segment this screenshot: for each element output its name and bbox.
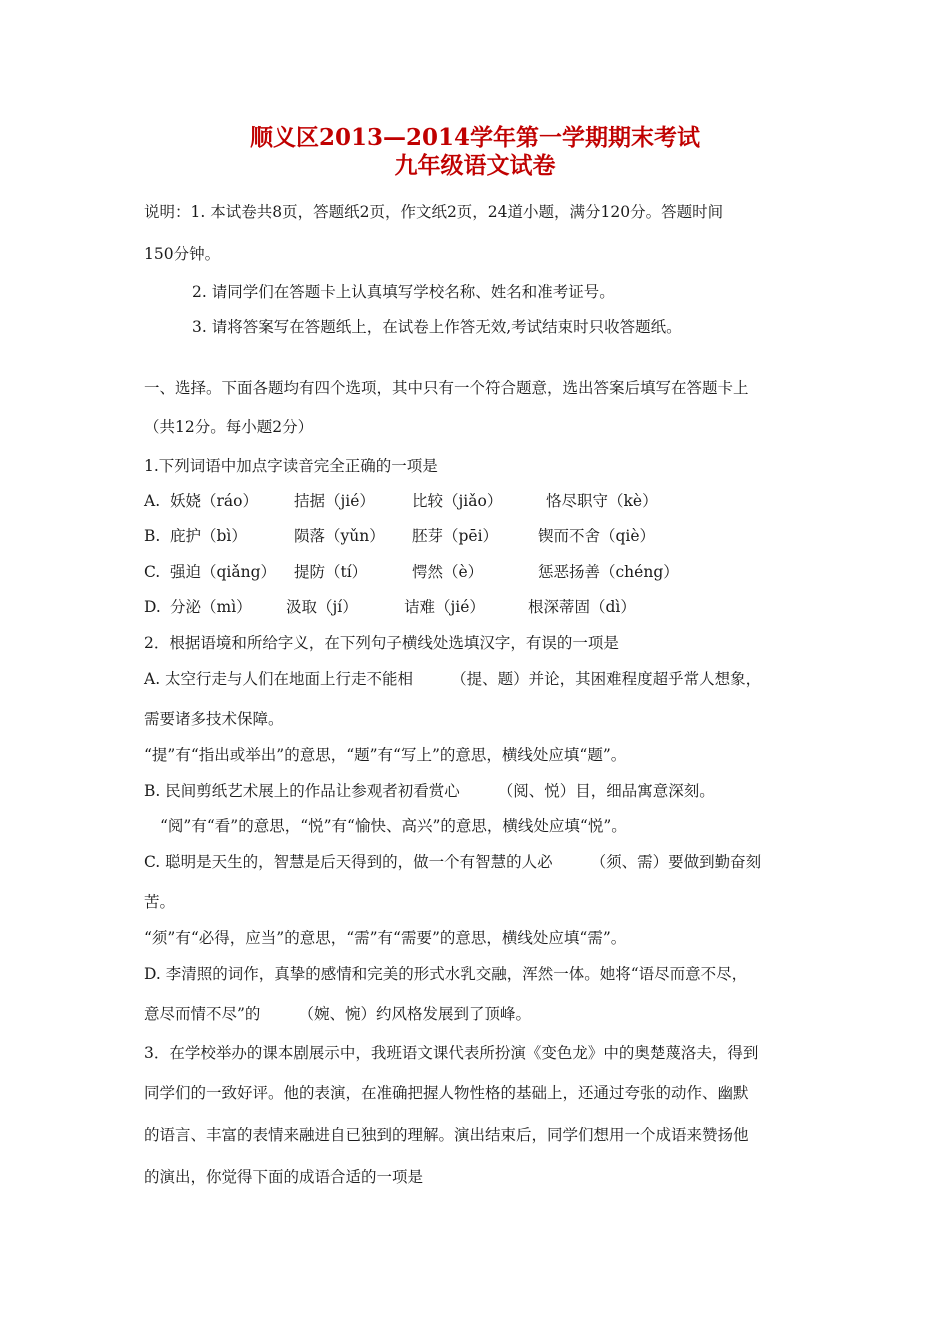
option-text: （阅、悦）目，细品寓意深刻。 xyxy=(497,782,715,800)
instructions-line-1: 说明：1. 本试卷共8页，答题纸2页，作文纸2页，24道小题，满分120分。答题时间 xyxy=(144,203,724,221)
option-item: 强迫（qiǎng） xyxy=(170,563,277,581)
question-1-stem: 1.下列词语中加点字读音完全正确的一项是 xyxy=(144,457,438,475)
option-item: 惩恶扬善（chéng） xyxy=(538,563,679,581)
question-3-line-3: 的语言、丰富的表情来融进自已独到的理解。演出结束后，同学们想用一个成语来赞扬他 xyxy=(144,1126,749,1144)
option-item: 陨落（yǔn） xyxy=(294,527,385,545)
option-item: 庇护（bì） xyxy=(170,527,247,545)
question-1-option-b xyxy=(144,525,656,547)
option-letter: D. xyxy=(144,598,161,616)
option-text: B. 民间剪纸艺术展上的作品让参观者初看赏心 xyxy=(144,782,460,800)
option-item: 恪尽职守（kè） xyxy=(546,492,658,510)
exam-title: 顺义区2013—2014学年第一学期期末考试 xyxy=(249,124,701,151)
option-item: 愕然（è） xyxy=(412,563,484,581)
option-letter: A. xyxy=(144,492,161,510)
question-2-option-a-cont: 需要诸多技术保障。 xyxy=(144,710,284,728)
section-heading: 一、选择。下面各题均有四个选项，其中只有一个符合题意，选出答案后填写在答题卡上 xyxy=(144,379,749,397)
question-2-option-b-note: “阅”有“看”的意思，“悦”有“愉快、高兴”的意思，横线处应填“悦”。 xyxy=(160,817,627,835)
question-2-option-c xyxy=(144,851,761,873)
exam-subtitle: 九年级语文试卷 xyxy=(394,152,556,179)
instructions-line-2: 2. 请同学们在答题卡上认真填写学校名称、姓名和准考证号。 xyxy=(192,283,615,301)
question-2-option-a xyxy=(144,668,761,690)
question-2-option-a-note: “提”有“指出或举出”的意思，“题”有“写上”的意思，横线处应填“题”。 xyxy=(144,746,627,764)
option-item: 比较（jiǎo） xyxy=(412,492,503,510)
question-3-line-2: 同学们的一致好评。他的表演，在准确把握人物性格的基础上，还通过夸张的动作、幽默 xyxy=(144,1084,749,1102)
option-item: 锲而不舍（qiè） xyxy=(538,527,656,545)
question-2-option-c-note: “须”有“必得，应当”的意思，“需”有“需要”的意思，横线处应填“需”。 xyxy=(144,929,627,947)
question-1-option-c xyxy=(144,561,679,583)
question-2-stem: 2．根据语境和所给字义，在下列句子横线处选填汉字，有误的一项是 xyxy=(144,634,619,652)
option-item: 诘难（jié） xyxy=(404,598,485,616)
option-text: （须、需）要做到勤奋刻 xyxy=(590,853,762,871)
option-letter: B. xyxy=(144,527,161,545)
option-text: 意尽而情不尽”的 xyxy=(144,1005,261,1023)
option-letter: C. xyxy=(144,563,161,581)
question-2-option-d-cont xyxy=(144,1003,531,1025)
option-item: 提防（tí） xyxy=(294,563,368,581)
instructions-line-3: 3. 请将答案写在答题纸上，在试卷上作答无效,考试结束时只收答题纸。 xyxy=(192,318,682,336)
option-item: 分泌（mì） xyxy=(170,598,252,616)
option-item: 拮据（jié） xyxy=(294,492,375,510)
question-2-option-b xyxy=(144,780,715,802)
option-item: 妖娆（ráo） xyxy=(170,492,258,510)
option-item: 根深蒂固（dì） xyxy=(528,598,636,616)
option-text: A. 太空行走与人们在地面上行走不能相 xyxy=(144,670,414,688)
section-heading-score: （共12分。每小题2分） xyxy=(144,418,314,436)
question-1-option-d xyxy=(144,596,636,618)
instructions-line-1b: 150分钟。 xyxy=(144,245,221,263)
option-text: （提、题）并论，其困难程度超乎常人想象， xyxy=(451,670,762,688)
question-3-line-1: 3．在学校举办的课本剧展示中，我班语文课代表所扮演《变色龙》中的奥楚蔑洛夫，得到 xyxy=(144,1044,759,1062)
question-1-option-a xyxy=(144,490,658,512)
option-text: （婉、惋）约风格发展到了顶峰。 xyxy=(298,1005,531,1023)
option-item: 汲取（jí） xyxy=(286,598,358,616)
question-2-option-d: D. 李清照的词作，真挚的感情和完美的形式水乳交融，浑然一体。她将“语尽而意不尽， xyxy=(144,965,748,983)
option-item: 胚芽（pēi） xyxy=(412,527,499,545)
question-2-option-c-cont: 苦。 xyxy=(144,893,176,911)
question-3-line-4: 的演出，你觉得下面的成语合适的一项是 xyxy=(144,1168,424,1186)
option-text: C. 聪明是天生的，智慧是后天得到的，做一个有智慧的人必 xyxy=(144,853,553,871)
